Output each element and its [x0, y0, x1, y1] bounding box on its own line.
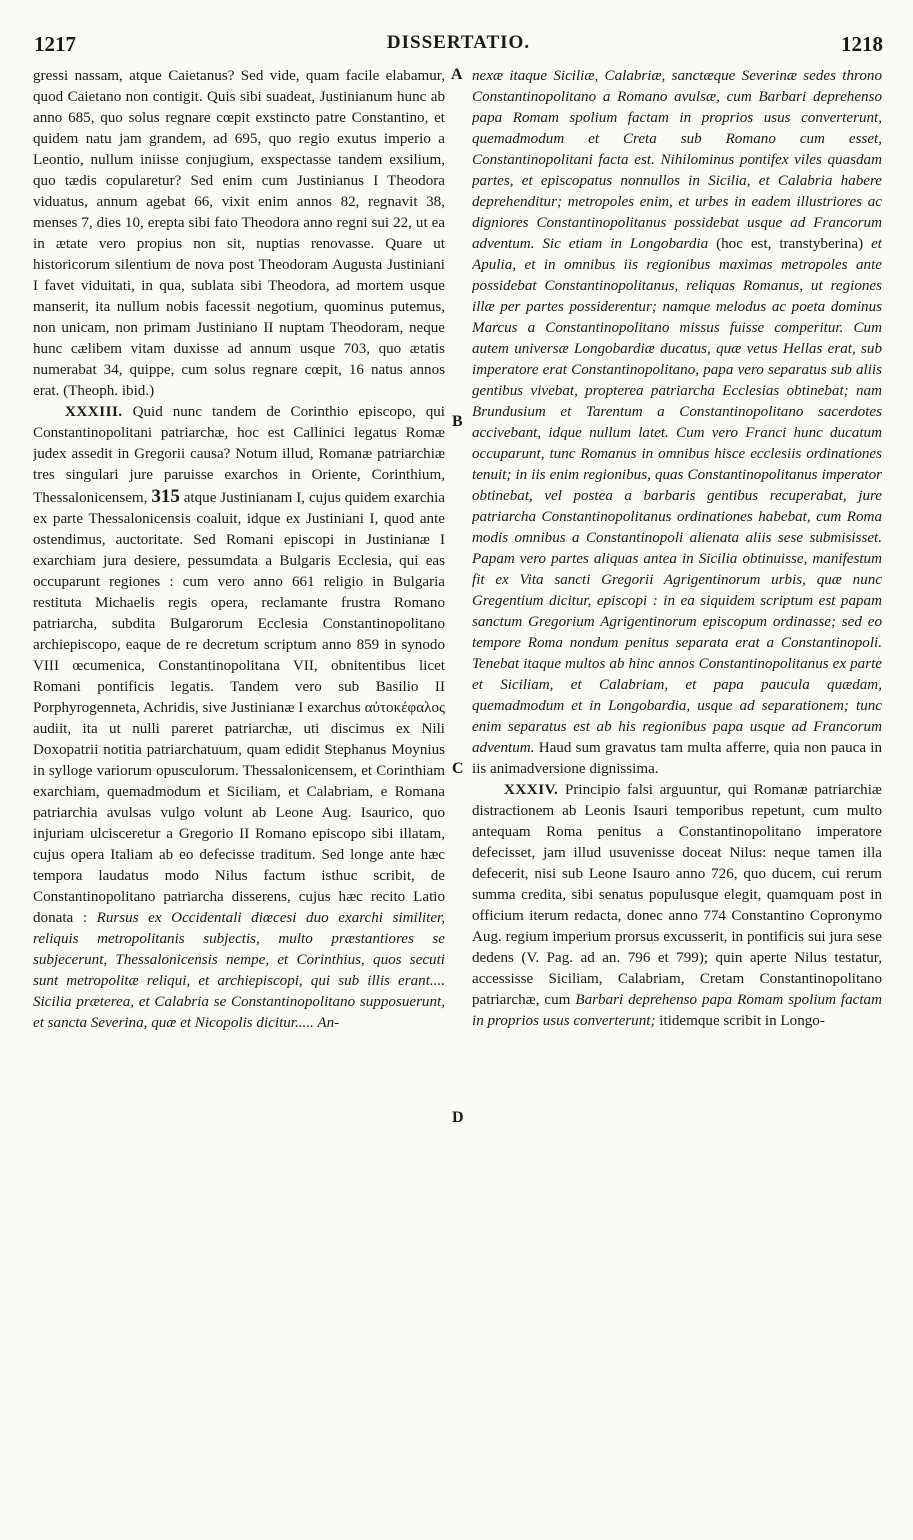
- right-paragraph-1: [472, 66, 882, 780]
- right-paragraph-1-tail: Haud sum gravatus tam multa afferre, quia non pauca in iis animadversione dignissima.: [472, 740, 882, 777]
- page-header: [34, 32, 883, 62]
- parenthetical-transtyberina: (hoc est, transtyberina): [716, 236, 864, 252]
- section-number-xxxiv: XXXIV.: [504, 782, 559, 798]
- left-paragraph-1: gressi nassam, atque Caietanus? Sed vide, quam facile elabamur, quod Caietano non contigit. Quis sibi suadeat, Justinianum hunc ab anno 685, quo solus regnare cœpit exstincto patre Constantino, et quidem natu jam grandem, ad 695, quo regio exutus imperio a Leontio, nullum iniisse conjugium, exspectasse tandem exsilium, quo tædis copularetur? Sed enim cum Justinianus I Theodora viduatus, annum agebat 66, vixit enim annos 82, regnavit 38, menses 7, dies 10, erepta sibi fato Theodora anno regni sui 22, ut ea in ætate vero propius non sit, nuptias renovasse. Quare ut historicorum silentium de nova post Theodoram Augusta Justiniani I favet viduitati, in qua, sublata sibi Theodora, ad mortem usque manserit, ita nullum nobis facessit negotium, quominus putemus, non unicam, non primam Justiniano II nuptam Theodoram, neque hunc cælibem vitam duxisse ad annum usque 703, quo ætatis numerabat 34, quippe, cum solus regnare cœpit, 16 natus annos erat. (Theoph. ibid.): [33, 68, 445, 399]
- nilus-quotation: Rursus ex Occidentali diœcesi duo exarchi similiter, reliquis metropolitanis subjectis, multo præstantiores se subjecerunt, Thessalonicensis nempe, et Corinthius, quos secuti sunt metropolitæ reliqui, et archiepiscopi, qui sub illis erant.... Sicilia præterea, et Calabria se Constantinopolitano supposuerunt, et sancta Severina, quæ et Nicopolis dicitur..... An-: [33, 910, 445, 1031]
- margin-marker-b: B: [452, 413, 463, 430]
- left-page-number: 1217: [34, 32, 76, 56]
- column-number-315: 315: [151, 486, 180, 507]
- margin-marker-c: C: [452, 760, 464, 777]
- margin-marker-d: D: [452, 1109, 464, 1126]
- right-paragraph-2-quote: Barbari deprehenso papa Romam spolium factam in proprios usus converterunt;: [472, 992, 882, 1029]
- left-paragraph-2: [33, 402, 445, 1034]
- margin-marker-a: A: [451, 66, 463, 83]
- left-column: [33, 66, 445, 1532]
- nilus-quotation-continued: nexæ itaque Siciliæ, Calabriæ, sanctæque Severinæ sedes throno Constantinopolitano a Romano avulsæ, cum Barbari deprehenso papa Romam spolium factam in proprios usus converterunt, quemadmodum et Creta sub Romano cum esset, Constantinopolitani facta est. Nihilominus pontifex viles quasdam partes, et episcopatus nonnullos in Sicilia, et Calabria habere deprehenditur; metropoles enim, et urbes in eadem illustriores ac digniores Constantinopolitanus possidebat usque ad Francorum adventum. Sic etiam in Longobardia: [472, 68, 882, 252]
- left-paragraph-2-text-a: Quid nunc tandem de Corinthio episcopo, qui Constantinopolitani patriarchæ, hoc est Callinici legatus Romæ judex assedit in Gregorii causa? Notum illud, Romanæ patriarchiæ tres singulari jure paruisse exarchos in Oriente, Corinthium, Thessalonicensem,: [33, 404, 445, 506]
- section-number-xxxiii: XXXIII.: [65, 404, 123, 420]
- right-column: [472, 66, 882, 1532]
- nilus-quotation-continued-2: et Apulia, et in omnibus iis regionibus maximas metropoles ante possidebat Constantinopolitanus, reliquas Romanus, ut regiones illæ per partes possiderentur; namque melodus ac poeta dominus Marcus a Constantinopolitano missus fuisse comperitur. Cum autem universæ Longobardiæ ducatus, quæ vetus Hellas erat, sub imperatore erat Constantinopolitano, papa vero separatus sub aliis gentibus vivebat, propterea patriarcha Ecclesias obtinebat; nam Brundusium et Tarentum a Constantinopolitano sacerdotes accivebant, idque nullum latet. Cum vero Franci hunc ducatum occuparunt, tunc Romanus in omnibus hisce ecclesiis ordinationes tenuit; in iis enim regionibus, quas Constantinopolitanus imperator obtinebat, vel postea a barbaris gentibus recuperabat, jure patriarcha Constantinopolitanus ordinationes habebat, cum Roma modis omnibus a Constantinopoli alienata aliis sese submisisset. Papam vero partes aliquas antea in Sicilia obtinuisse, manifestum fit ex Vita sancti Gregorii Agrigentinorum urbis, quæ nunc Gregentium dicitur, episcopi : in ea siquidem scriptum est papam sanctum Gregorium Agrigentinorum episcopum ordinasse; sed eo tempore Roma nondum penitus separata erat a Constantinopoli. Tenebat itaque multos ab hinc annos Constantinopolitanus ex parte et Siciliam, et Calabriam, et papa paucula quædam, quemadmodum et in Longobardia, usque ad separationem; tunc enim separatus est ab his regionibus papa usque ad Francorum adventum.: [472, 236, 882, 756]
- left-paragraph-2-text-b: atque Justinianam I, cujus quidem exarchia ex parte Thessalonicensis coaluit, idque ex Justiniani I, quod ante ostendimus, auctoritate. Sed Romani episcopi in Justinianæ I exarchiam jura desiere, pessumdata a Bulgaris Ecclesia, qui eas occuparunt regiones : cum vero anno 661 religio in Bulgaria restituta Michaelis regis opera, reclamante frustra Romano patriarcha, subdita Bulgarorum Ecclesia Constantinopolitano archiepiscopo, eaque de re decretum scriptum anno 859 in synodo VIII œcumenica, Constantinopolitana VII, obnitentibus licet Romani pontificis legatis. Tandem vero sub Basilio II Porphyrogenneta, Achridis, sive Justinianæ I exarchus αὐτοκέφαλος audiit, ita ut nulli pareret patriarchæ, uti discimus ex Nili Doxopatrii notitia patriarchatuum, quam edidit Stephanus Moynius in sylloge variorum opusculorum. Thessalonicensem, et Corinthiam exarchiam, quemadmodum et Siciliam, et Calabriam, e Romana patriarchia avulsas vulgo volunt ab Leone Aug. Isaurico, quo injuriam ulcisceretur a Gregorio II Romano episcopo sibi illatam, cujus opera Italiam ab eo defecisse traditum. Sed longe ante hæc tempora laudatus modo Nilus factum isthuc scribit, de Constantinopolitano patriarcha disserens, cujus hæc recito Latio donata :: [33, 490, 445, 926]
- right-page-number: 1218: [841, 32, 883, 56]
- right-paragraph-2-text: Principio falsi arguuntur, qui Romanæ patriarchiæ distractionem ab Leonis Isauri temporibus repetunt, cum multo antequam Roma penitus a Constantinopolitano imperatore defecisset, jam illud usuvenisse doceat Nilus: neque tamen illa defecerit, nisi sub Leone Isauro anno 726, quo ducem, cui rerum summa credita, sibi senatus populusque elegit, quamquam post in officium iterum redacta, donec anno 774 Constantino Copronymo Aug. regium imperium prorsus excusserit, in pontificis sui jura sese dedens (V. Pag. ad an. 796 et 799); quin aperte Nilus testatur, accessisse Siciliam, Calabriam, Cretam Constantinopolitano patriarchæ, cum: [472, 782, 882, 1008]
- running-title: DISSERTATIO.: [386, 32, 531, 53]
- right-paragraph-2: [472, 780, 882, 1032]
- right-paragraph-2-tail: itidemque scribit in Longo-: [659, 1013, 825, 1029]
